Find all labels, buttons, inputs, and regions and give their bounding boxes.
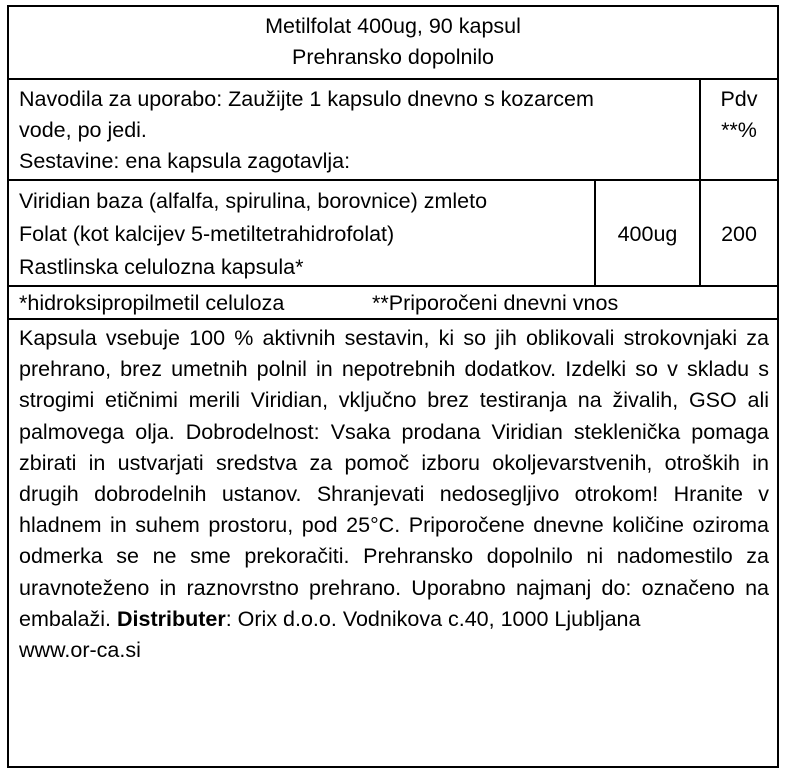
divider-usage [7, 179, 779, 181]
usage-line-2: vode, po jedi. [19, 118, 147, 142]
description-text: Kapsula vsebuje 100 % aktivnih sestavin, ki so jih oblikovali strokovnjaki za prehrano, brez umetnih polnil in nepotrebnih dodatkov. Izdelki so v skladu s strogimi etičnimi merili Viridian, vključno brez testiranja na živalih, GSO ali palmovega olja. Dobrodelnost: Vsaka prodana Viridian stekleničkа pomaga zbirati in ustvarjati sredstva za pomoč izboru okoljevarstvenih, otroških in drugih dobrodelnih ustanov. Shranjevati nedosegljivo otrokom! Hranite v hladnem in suhem prostoru, pod 25°C. Priporočene dnevne količine oziroma odmerka se ne sme prekoračiti. Prehransko dopolnilo ni nadomestilo za uravnoteženo in raznovrstno prehrano. Uporabno najmanj do: označeno na embalaži. [19, 326, 769, 631]
divider-ingredients [7, 285, 779, 287]
ingredients-heading: Sestavine: ena kapsula zagotavlja: [19, 149, 351, 173]
usage-line-1: Navodila za uporabo: Zaužijte 1 kapsulo dnevno s kozarcem [19, 87, 594, 111]
border-right [777, 5, 779, 768]
distributor-label: Distributer [117, 606, 226, 631]
product-description [19, 323, 769, 666]
ingredient-amount: 400ug [617, 222, 678, 246]
border-top [7, 5, 779, 7]
divider-header [7, 78, 779, 80]
ingredient-pdv: 200 [721, 222, 757, 246]
distributor-address: : Orix d.o.o. Vodnikova c.40, 1000 Ljubljana [225, 606, 641, 631]
website-text: www.or-ca.si [19, 638, 141, 663]
ingredient-name: Folat (kot kalcijev 5-metiltetrahidrofolat) [19, 222, 395, 246]
border-bottom [7, 766, 779, 768]
supplement-label [7, 5, 779, 768]
border-left [7, 5, 9, 768]
product-title: Metilfolat 400ug, 90 kapsul [265, 14, 521, 38]
product-subtitle: Prehransko dopolnilo [292, 45, 494, 69]
footnote-cellulose: *hidroksipropilmetil celuloza [19, 291, 285, 315]
footnote-daily-intake: **Priporočeni dnevni vnos [372, 291, 619, 315]
pdv-header: Pdv [720, 87, 758, 111]
ingredient-name: Viridian baza (alfalfa, spirulina, borovnice) zmleto [19, 189, 488, 213]
ingredient-name: Rastlinska celulozna kapsula* [19, 255, 304, 279]
pdv-header-note: **% [721, 118, 757, 142]
